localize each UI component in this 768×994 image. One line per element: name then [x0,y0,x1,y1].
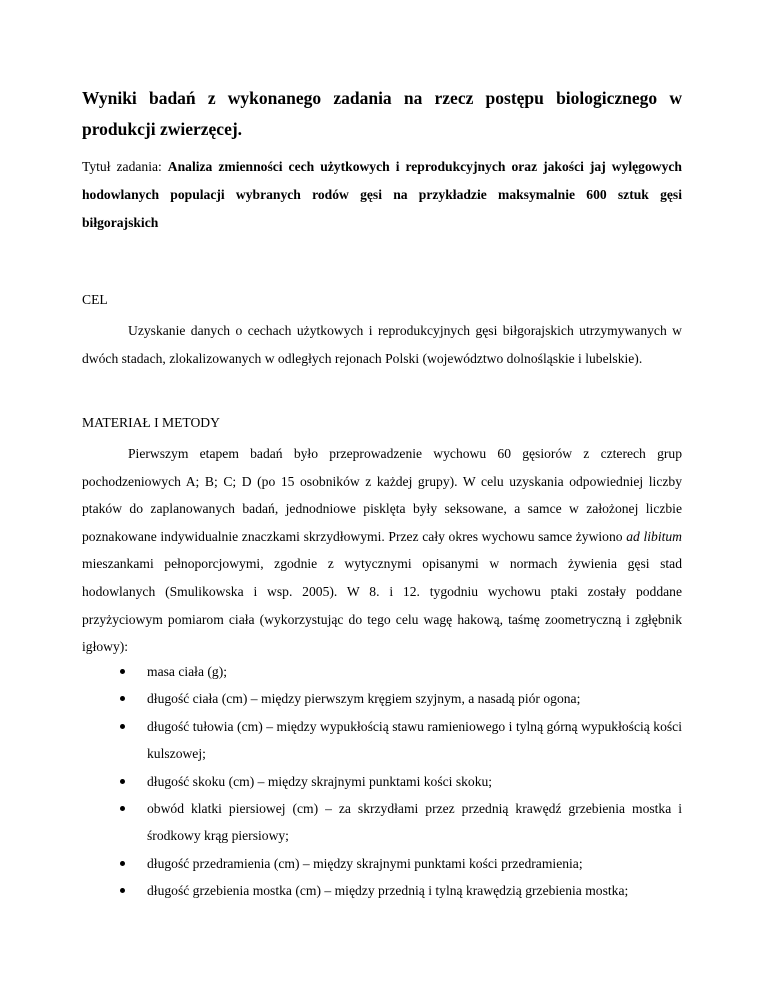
bullet-dot-icon [120,888,125,893]
list-item-text: długość ciała (cm) – między pierwszym kręgiem szyjnym, a nasadą piór ogona; [147,691,581,707]
list-item-text: masa ciała (g); [147,664,228,679]
bullet-dot-icon [120,724,125,729]
bullet-dot-icon [120,806,125,811]
list-item-text: długość grzebienia mostka (cm) – między przednią i tylną krawędzią grzebienia mostka; [147,883,629,899]
list-item [82,658,682,685]
bullet-dot-icon [120,861,125,866]
list-item [82,850,682,877]
methods-italic-term: ad libitum [626,528,682,544]
list-item-text: obwód klatki piersiowej (cm) – za skrzydłami przez przednią krawędź grzebienia mostka i środkowy krąg piersiowy; [147,801,682,844]
methods-text-part-1: Pierwszym etapem badań było przeprowadzenie wychowu 60 gęsiorów z czterech grup pochodzeniowych A; B; C; D (po 15 osobników z każdej grupy). W celu uzyskania odpowiedniej liczby ptaków do zaplanowanych badań, jednodniowe pisklęta były seksowane, a samce w założonej liczbie poznakowane indywidualnie znaczkami skrzydłowymi. Przez cały okres wychowu samce żywiono [82,446,682,544]
list-item [82,877,682,904]
section-heading-methods: MATERIAŁ I METODY [82,415,220,430]
bullet-dot-icon [120,779,125,784]
bullet-dot-icon [120,669,125,674]
methods-text-part-2: mieszankami pełnoporcjowymi, zgodnie z wytycznymi opisanymi w normach żywienia gęsi stad hodowlanych (Smulikowska i wsp. 2005). W 8. i 12. tygodniu wychowu ptaki zostały poddane przyżyciowym pomiarom ciała (wykorzystując do tego celu wagę hakową, taśmę zoometryczną i zgłębnik igłowy): [82,556,682,655]
list-item [82,685,682,712]
list-item-text: długość skoku (cm) – między skrajnymi punktami kości skoku; [147,773,493,789]
document-title: Wyniki badań z wykonanego zadania na rzecz postępu biologicznego w produkcji zwierzęcej. [82,88,682,139]
bullet-dot-icon [120,696,125,701]
list-item [82,713,682,768]
list-item-text: długość przedramienia (cm) – między skrajnymi punktami kości przedramienia; [147,855,583,871]
task-title [82,153,682,237]
list-item [82,768,682,795]
task-title-label: Tytuł zadania: [82,159,168,174]
methods-paragraph [82,440,682,661]
task-title-text: Analiza zmienności cech użytkowych i reprodukcyjnych oraz jakości jaj wylęgowych hodowlanych populacji wybranych rodów gęsi na przykładzie maksymalnie 600 sztuk gęsi biłgorajskich [82,159,682,230]
cel-paragraph: Uzyskanie danych o cechach użytkowych i reprodukcyjnych gęsi biłgorajskich utrzymywanych w dwóch stadach, zlokalizowanych w odległych rejonach Polski (województwo dolnośląskie i lubelskie). [82,323,682,366]
measurement-list [82,658,682,905]
list-item [82,795,682,850]
list-item-text: długość tułowia (cm) – między wypukłością stawu ramieniowego i tylną górną wypukłością kości kulszowej; [147,718,682,762]
section-heading-cel: CEL [82,292,108,307]
